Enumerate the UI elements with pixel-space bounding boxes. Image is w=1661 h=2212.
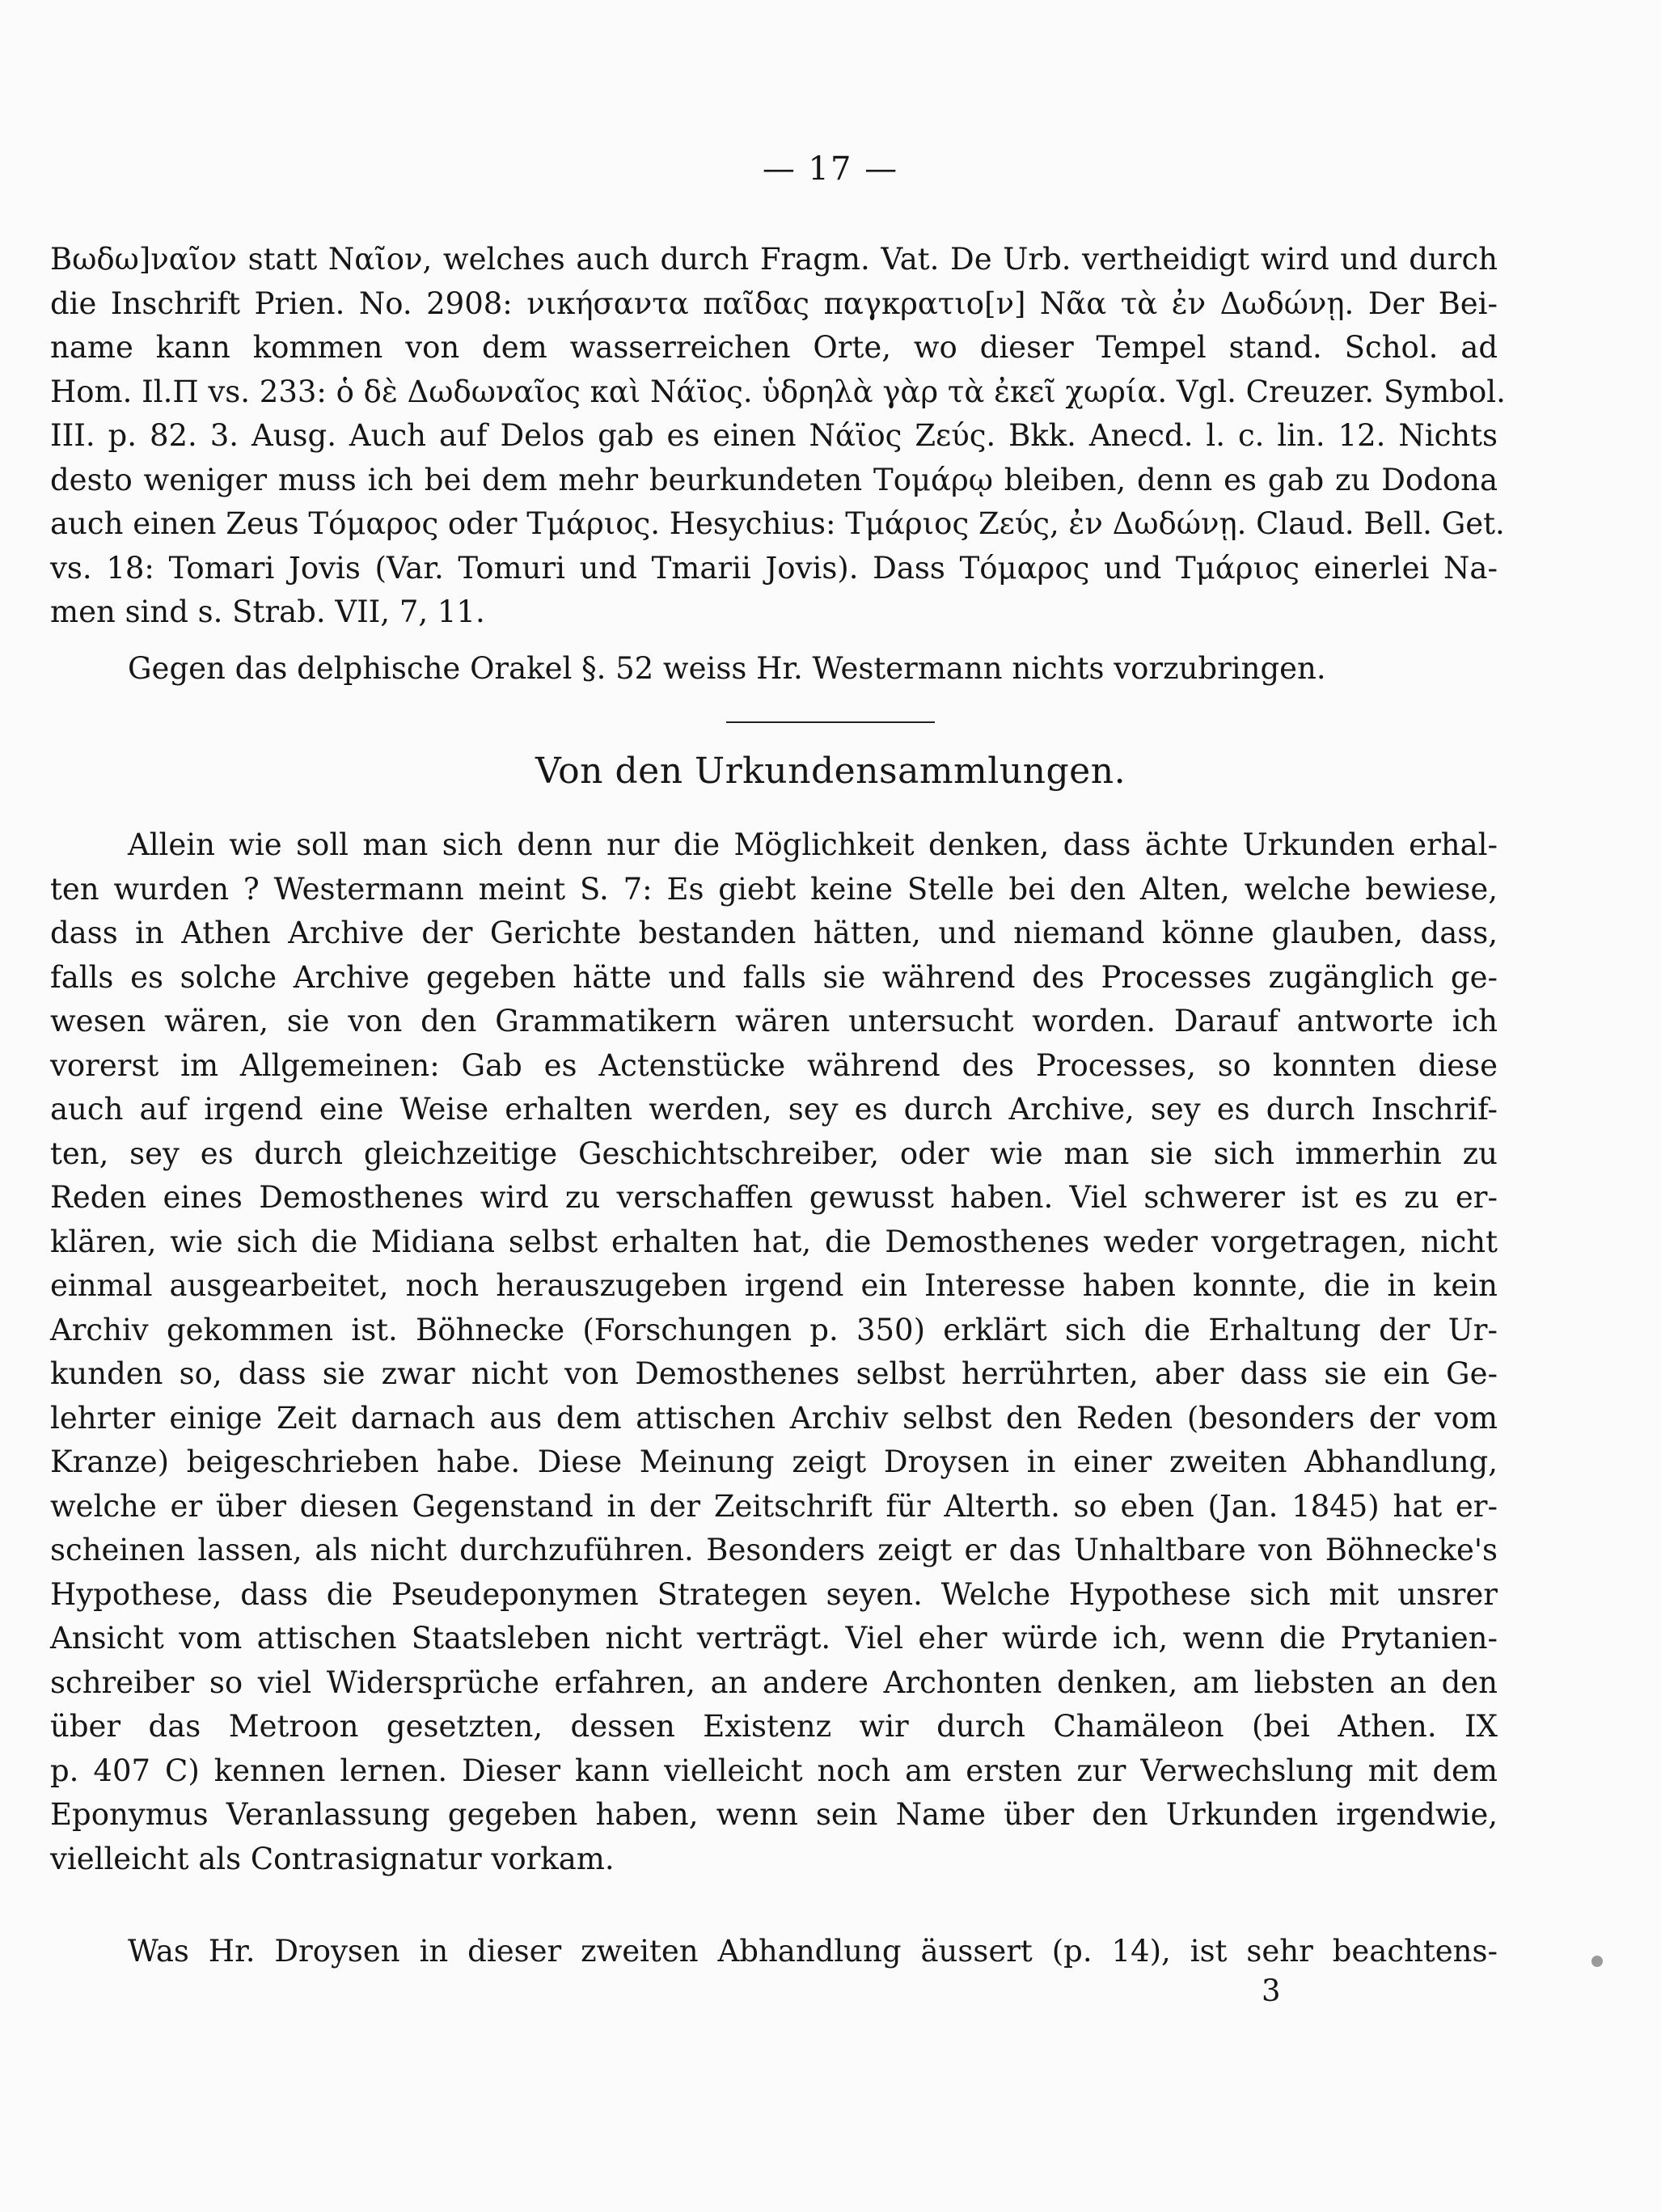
text-line: Was Hr. Droysen in dieser zweiten Abhandlung äussert (p. 14), ist sehr beachtens- xyxy=(128,1934,1498,1969)
text-line: Βωδω]ναῖον statt Ναῖον, welches auch durch Fragm. Vat. De Urb. vertheidigt wird und durch xyxy=(50,242,1498,277)
text-line: einmal ausgearbeitet, noch herauszugeben irgend ein Interesse haben konnte, die in kein xyxy=(50,1268,1498,1303)
text-line: falls es solche Archive gegeben hätte und falls sie während des Processes zugänglich ge- xyxy=(50,959,1498,995)
text-line: die Inschrift Prien. No. 2908: νικήσαντα παῖδας παγκρατιο[ν] Νᾶα τὰ ἐν Δωδώνῃ. Der Bei- xyxy=(50,285,1498,321)
text-line: Kranze) beigeschrieben habe. Diese Meinung zeigt Droysen in einer zweiten Abhandlung, xyxy=(50,1444,1498,1479)
text-line: men sind s. Strab. VII, 7, 11. xyxy=(50,594,485,629)
text-line: auch einen Zeus Τόμαρος oder Τμάριος. Hesychius: Τμάριος Ζεύς, ἐν Δωδώνῃ. Claud. Bell. Get. xyxy=(50,506,1505,541)
text-line: Archiv gekommen ist. Böhnecke (Forschungen p. 350) erklärt sich die Erhaltung der Ur- xyxy=(50,1312,1498,1347)
signature-mark: 3 xyxy=(1262,1973,1281,2008)
text-line: klären, wie sich die Midiana selbst erhalten hat, die Demosthenes weder vorgetragen, nicht xyxy=(50,1224,1498,1259)
text-line: schreiber so viel Widersprüche erfahren, an andere Archonten denken, am liebsten an den xyxy=(50,1664,1498,1700)
text-line: kunden so, dass sie zwar nicht von Demosthenes selbst herrührten, aber dass sie ein Ge- xyxy=(50,1356,1498,1391)
last-paragraph xyxy=(50,1930,1498,1974)
text-line: Eponymus Veranlassung gegeben haben, wenn sein Name über den Urkunden irgendwie, xyxy=(50,1797,1498,1832)
text-line: wesen wären, sie von den Grammatikern wären untersucht worden. Darauf antworte ich xyxy=(50,1004,1498,1038)
text-line: auch auf irgend eine Weise erhalten werden, sey es durch Archive, sey es durch Inschrif- xyxy=(50,1092,1498,1127)
text-line: ten wurden ? Westermann meint S. 7: Es giebt keine Stelle bei den Alten, welche bewiese, xyxy=(50,871,1498,907)
section-heading: Von den Urkundensammlungen. xyxy=(535,751,1126,792)
text-line: Allein wie soll man sich denn nur die Möglichkeit denken, dass ächte Urkunden erhal- xyxy=(128,827,1498,862)
text-line: name kann kommen von dem wasserreichen Orte, wo dieser Tempel stand. Schol. ad xyxy=(50,330,1498,365)
top-paragraph xyxy=(50,238,1506,635)
scan-artifact xyxy=(1591,1956,1603,1967)
text-line: III. p. 82. 3. Ausg. Auch auf Delos gab es einen Νάϊος Ζεύς. Bkk. Anecd. l. c. lin. 12. Nichts xyxy=(50,418,1498,453)
text-line: ten, sey es durch gleichzeitige Geschichtschreiber, oder wie man sie sich immerhin zu xyxy=(50,1136,1498,1171)
text-line: vorerst im Allgemeinen: Gab es Actenstücke während des Processes, so konnten diese xyxy=(50,1047,1498,1083)
text-line: Reden eines Demosthenes wird zu verschaffen gewusst haben. Viel schwerer ist es zu er- xyxy=(50,1180,1498,1215)
text-line: lehrter einige Zeit darnach aus dem attischen Archiv selbst den Reden (besonders der vom xyxy=(50,1400,1498,1436)
text-line: scheinen lassen, als nicht durchzuführen. Besonders zeigt er das Unhaltbare von Böhnecke's xyxy=(50,1533,1498,1567)
text-line: desto weniger muss ich bei dem mehr beurkundeten Τομάρῳ bleiben, denn es gab zu Dodona xyxy=(50,462,1498,497)
text-line: dass in Athen Archive der Gerichte bestanden hätten, und niemand könne glauben, dass, xyxy=(50,916,1498,950)
main-paragraph xyxy=(50,823,1498,1881)
text-line: welche er über diesen Gegenstand in der Zeitschrift für Alterth. so eben (Jan. 1845) hat er- xyxy=(50,1488,1498,1524)
text-line: Gegen das delphische Orakel §. 52 weiss Hr. Westermann nichts vorzubringen. xyxy=(128,651,1326,686)
text-line: Hypothese, dass die Pseudeponymen Strategen seyen. Welche Hypothese sich mit unsrer xyxy=(50,1576,1498,1612)
text-line: vs. 18: Tomari Jovis (Var. Tomuri und Tmarii Jovis). Dass Τόμαρος und Τμάριος einerlei Na- xyxy=(50,550,1498,586)
text-line: über das Metroon gesetzten, dessen Existenz wir durch Chamäleon (bei Athen. IX xyxy=(50,1709,1498,1744)
text-line: vielleicht als Contrasignatur vorkam. xyxy=(50,1841,615,1876)
text-line: Hom. Il.Π vs. 233: ὁ δὲ Δωδωναῖος καὶ Νάϊος. ὑδρηλὰ γὰρ τὰ ἐκεῖ χωρία. Vgl. Creuzer. Symbol. xyxy=(50,374,1506,409)
text-line: p. 407 C) kennen lernen. Dieser kann vielleicht noch am ersten zur Verwechslung mit dem xyxy=(50,1753,1498,1788)
page-number: — 17 — xyxy=(762,150,899,188)
section-divider xyxy=(726,721,935,723)
text-line: Ansicht vom attischen Staatsleben nicht verträgt. Viel eher würde ich, wenn die Prytanien- xyxy=(50,1621,1498,1656)
second-paragraph xyxy=(50,647,1498,692)
